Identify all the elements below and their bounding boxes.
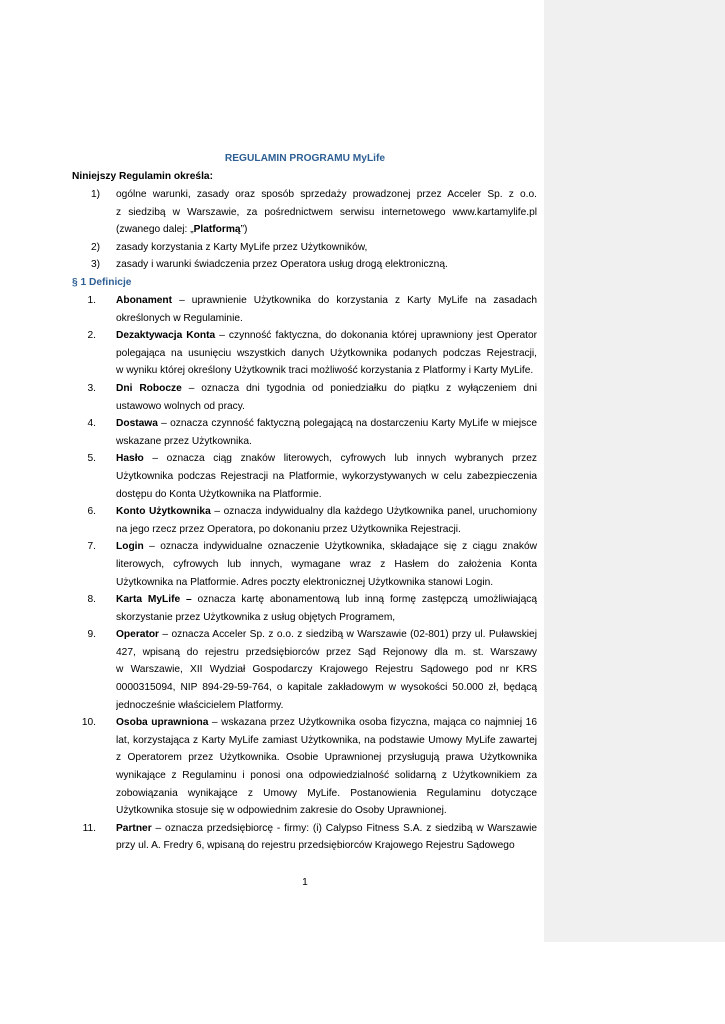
definition-item bbox=[0, 591, 544, 626]
definition-item bbox=[0, 292, 544, 327]
list-item bbox=[0, 186, 544, 239]
list-item-line: z siedzibą w Warszawie, za pośrednictwem serwisu internetowego www.kartamylife.pl bbox=[116, 206, 537, 218]
definition-line: określonych w Regulaminie. bbox=[116, 312, 243, 324]
definitions-list bbox=[0, 292, 544, 855]
definition-term: Partner bbox=[116, 822, 152, 834]
definition-term: Abonament bbox=[116, 295, 173, 306]
definition-line: jednocześnie właścicielem Platformy. bbox=[116, 699, 284, 711]
list-item-number: 1) bbox=[90, 189, 100, 200]
definition-line: dostępu do Konta Użytkownika na Platformie. bbox=[116, 488, 322, 500]
definition-line: Dostawa – oznacza czynność faktyczną polegającą na dostarczeniu Karty MyLife w miejsce bbox=[116, 418, 537, 430]
definition-number: 5. bbox=[87, 453, 96, 465]
definition-line: Konto Użytkownika – oznacza indywidualny dla każdego Użytkownika panel, uruchomiony bbox=[116, 506, 537, 518]
definition-line: wynikające z Regulaminu i ponosi ona odpowiedzialność solidarną z Użytkownikiem za bbox=[116, 770, 537, 782]
definition-item bbox=[0, 503, 544, 538]
definition-item bbox=[0, 415, 544, 450]
definition-line: Osoba uprawniona – wskazana przez Użytkownika osoba fizyczna, mająca co najmniej 16 bbox=[116, 717, 537, 729]
definition-line: Użytkownika stosuje się w odpowiednim zakresie do Osoby Uprawnionej. bbox=[116, 805, 447, 817]
definition-item bbox=[0, 820, 544, 855]
document-title: REGULAMIN PROGRAMU MyLife bbox=[224, 153, 386, 164]
definition-line: polegająca na usunięciu wszystkich danych Użytkownika podanych podczas Rejestracji, bbox=[116, 347, 537, 359]
definition-term: Osoba uprawniona bbox=[116, 717, 209, 729]
intro-list bbox=[0, 186, 544, 274]
definition-line: Abonament – uprawnienie Użytkownika do korzystania z Karty MyLife na zasadach bbox=[116, 295, 537, 306]
definition-number: 10. bbox=[81, 717, 96, 729]
definition-term: Login bbox=[116, 541, 144, 553]
definition-line: Karta MyLife – oznacza kartę abonamentową lub inną formę zastępczą umożliwiającą bbox=[116, 594, 537, 606]
definition-term: Dezaktywacja Konta bbox=[116, 330, 216, 342]
definition-term: Dni Robocze bbox=[116, 382, 182, 394]
definition-line: skorzystanie przez Użytkownika z usług objętych Programem, bbox=[116, 611, 396, 623]
page-number: 1 bbox=[302, 877, 308, 888]
definition-line: Użytkownika na Platformie. Adres poczty elektronicznej Użytkownika stanowi Login. bbox=[116, 576, 494, 588]
definition-line: 0000315094, NIP 894-29-59-764, o kapitale zakładowym w wysokości 50.000 zł, będącą bbox=[116, 682, 537, 694]
list-item-number: 3) bbox=[90, 259, 100, 271]
intro-lead: Niniejszy Regulamin określa: bbox=[72, 171, 213, 182]
definition-number: 4. bbox=[87, 418, 96, 430]
definition-term: Karta MyLife – bbox=[116, 594, 192, 606]
definition-item bbox=[0, 450, 544, 503]
definition-line: wskazane przez Użytkownika. bbox=[116, 435, 252, 447]
definition-item bbox=[0, 626, 544, 714]
definition-line: 427, wpisaną do rejestru przedsiębiorców przez Sąd Rejonowy dla m. st. Warszawy bbox=[116, 646, 537, 658]
list-item-line: zasady korzystania z Karty MyLife przez Użytkowników, bbox=[116, 241, 368, 253]
definition-item bbox=[0, 327, 544, 380]
definition-item bbox=[0, 538, 544, 591]
definition-term: Hasło bbox=[116, 453, 144, 465]
definition-line: Użytkownika podczas Rejestracji na Platformie, wykorzystywanych w celu zabezpieczenia bbox=[116, 470, 537, 482]
list-item-number: 2) bbox=[90, 241, 100, 253]
section-heading: § 1 Definicje bbox=[72, 277, 132, 288]
definition-line: Partner – oznacza przedsiębiorcę - firmy: (i) Calypso Fitness S.A. z siedzibą w Warszawie bbox=[116, 822, 537, 834]
definition-number: 2. bbox=[87, 330, 96, 342]
definition-line: w wyniku której określony Użytkownik traci możliwość korzystania z Platformy i Karty MyLife. bbox=[116, 365, 534, 377]
list-item bbox=[0, 239, 544, 257]
definition-line: Dni Robocze – oznacza dni tygodnia od poniedziałku do piątku z wyłączeniem dni bbox=[116, 382, 537, 394]
definition-line: w Warszawie, XII Wydział Gospodarczy Krajowego Rejestru Sądowego pod nr KRS bbox=[116, 664, 537, 676]
definition-term: Dostawa bbox=[116, 418, 158, 430]
definition-number: 11. bbox=[82, 822, 96, 834]
definition-line: Hasło – oznacza ciąg znaków literowych, cyfrowych lub innych wybranych przez bbox=[116, 453, 537, 465]
list-item-line: ogólne warunki, zasady oraz sposób sprzedaży prowadzonej przez Acceler Sp. z o.o. bbox=[116, 189, 537, 200]
definition-line: lat, korzystająca z Karty MyLife zamiast Użytkownika, na podstawie Umowy MyLife zawartej bbox=[116, 734, 537, 746]
definition-line: na jego rzecz przez Operatora, po dokonaniu przez Użytkownika Rejestracji. bbox=[116, 523, 461, 535]
definition-item bbox=[0, 714, 544, 820]
definition-line: literowych, cyfrowych lub innych, wymagane wraz z Hasłem do założenia Konta bbox=[116, 558, 537, 570]
list-item-line: (zwanego dalej: „Platformą”) bbox=[116, 224, 248, 236]
definition-line: Dezaktywacja Konta – czynność faktyczna, do dokonania której uprawniony jest Operator bbox=[116, 330, 537, 342]
comment-pane bbox=[544, 0, 725, 942]
definition-term: Operator bbox=[116, 629, 160, 641]
definition-number: 9. bbox=[87, 629, 96, 641]
definition-line: przy ul. A. Fredry 6, wpisaną do rejestru przedsiębiorców Krajowego Rejestru Sądowego bbox=[116, 840, 515, 852]
definition-number: 1. bbox=[87, 295, 96, 306]
list-item-line: zasady i warunki świadczenia przez Operatora usług drogą elektroniczną. bbox=[116, 259, 448, 271]
definition-number: 3. bbox=[87, 382, 96, 394]
definition-number: 7. bbox=[87, 541, 96, 553]
definition-line: ustawowo wolnych od pracy. bbox=[116, 400, 245, 412]
definition-line: zobowiązania wynikające z Umowy MyLife. Postanowienia Regulaminu dotyczące bbox=[116, 787, 537, 799]
definition-line: Operator – oznacza Acceler Sp. z o.o. z siedzibą w Warszawie (02-801) przy ul. Puławskiej bbox=[116, 629, 537, 641]
definition-number: 6. bbox=[87, 506, 96, 518]
list-item bbox=[0, 256, 544, 274]
definition-term: Konto Użytkownika bbox=[116, 506, 211, 518]
definition-line: Login – oznacza indywidualne oznaczenie Użytkownika, składające się z ciągu znaków bbox=[116, 541, 537, 553]
definition-line: z Operatorem przez Użytkownika. Osobie Uprawnionej przysługują prawa Użytkownika bbox=[116, 752, 537, 764]
definition-item bbox=[0, 380, 544, 415]
definition-number: 8. bbox=[87, 594, 96, 606]
